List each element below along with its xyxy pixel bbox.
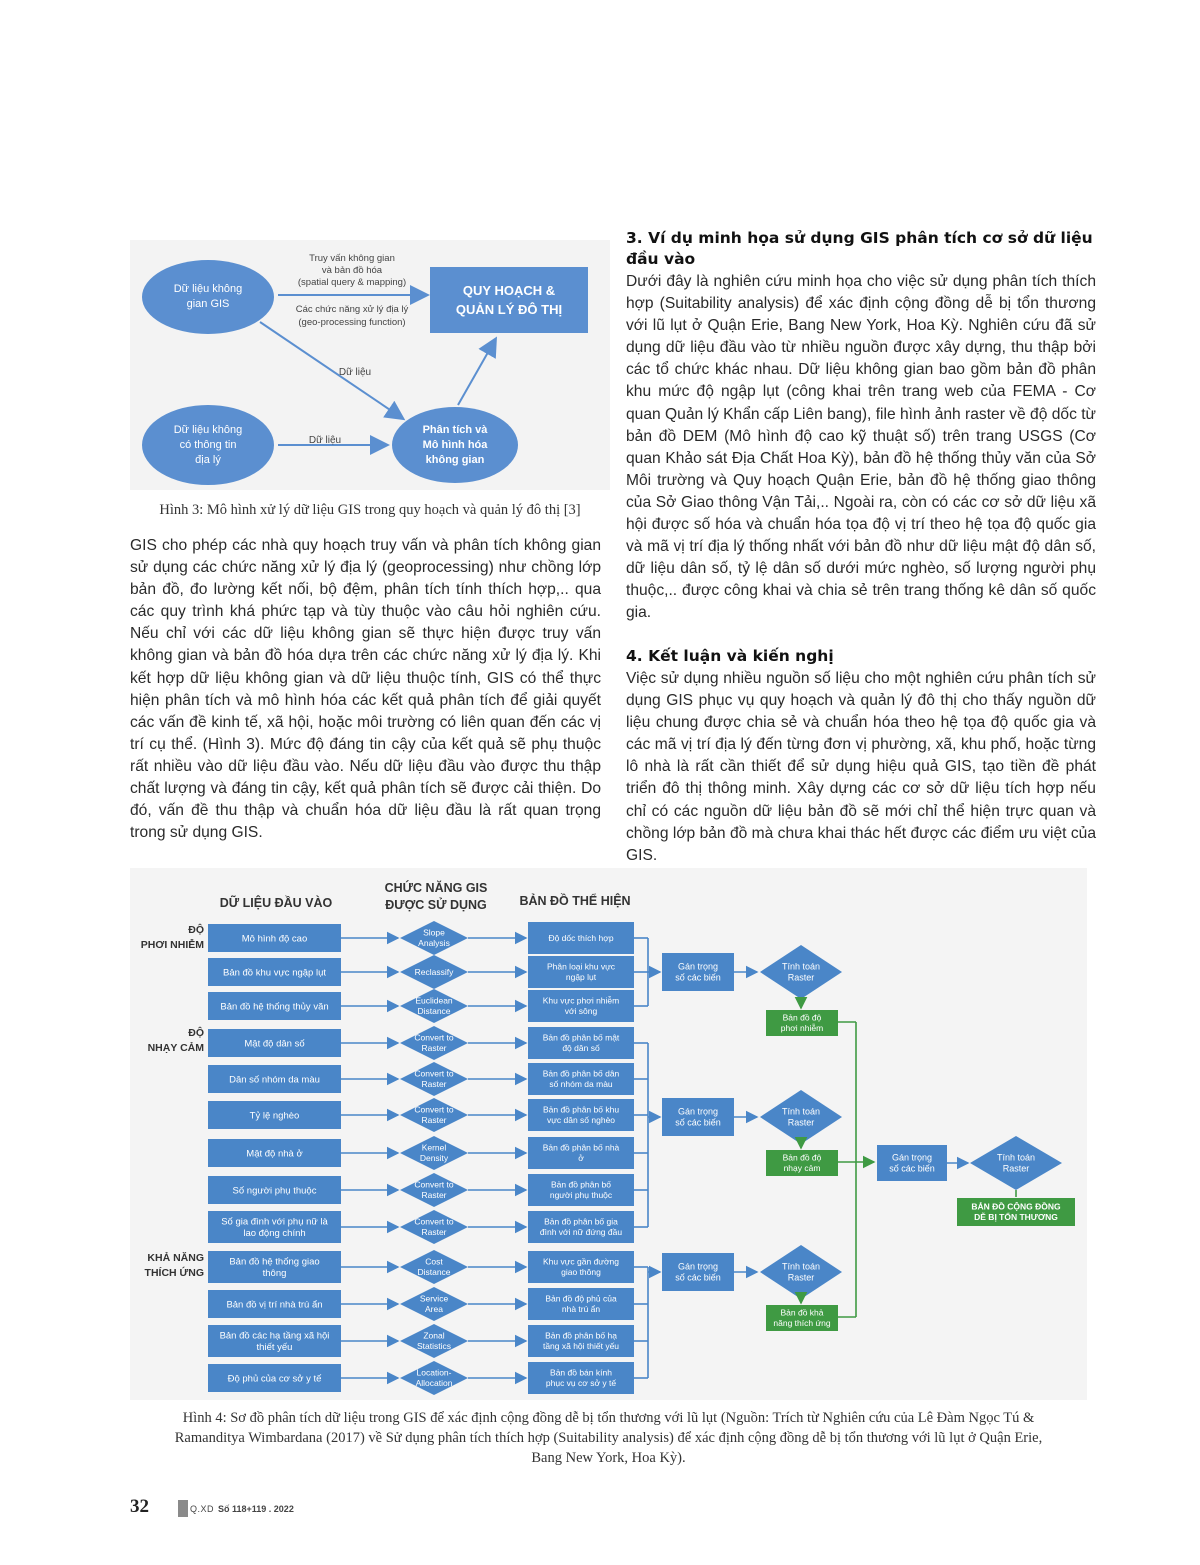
page-number: 32 (130, 1496, 149, 1517)
output-box-label-line1: Bản đồ độ phủ của (545, 1293, 617, 1304)
fig4-header-function-line2: ĐƯỢC SỬ DỤNG (385, 898, 487, 912)
function-label-line1: Convert to (414, 1032, 454, 1043)
fig3-label-top-5: (geo-processing function) (298, 317, 406, 328)
figure-4-caption (130, 1408, 1087, 1468)
figure-4-caption-line1: Hình 4: Sơ đồ phân tích dữ liệu trong GIS để xác định cộng đồng dễ bị tổn thương với lũ lụt (Nguồn: Trích từ Nghiên cứu của Lê Đàm Ngọc Tú & (182, 1410, 1035, 1426)
output-box-label-line2: phục vụ cơ sở y tế (545, 1378, 617, 1389)
journal-issue: Số 118+119 . 2022 (218, 1504, 294, 1514)
function-label-line2: Allocation (415, 1378, 453, 1389)
output-box-label-line1: Bản đồ bán kính (550, 1367, 612, 1378)
function-label-line1: Service (419, 1293, 449, 1304)
fig3-label-top-3: (spatial query & mapping) (297, 277, 407, 288)
raster-label-line2: Raster (787, 972, 815, 983)
output-box-label-line2: vực dân số nghèo (546, 1115, 616, 1126)
figure-4-caption-line3: Bang New York, Hoa Kỳ). (531, 1450, 686, 1466)
function-label-line1: Location- (416, 1367, 452, 1378)
result-label-line1: Bản đồ độ (782, 1012, 822, 1023)
fig3-node-analysis-line2: Mô hình hóa (422, 439, 488, 451)
function-label-line2: Density (419, 1153, 449, 1164)
function-label-line1: Cost (425, 1256, 443, 1267)
input-box-label-line1: Bản đồ vị trí nhà trú ẩn (226, 1299, 323, 1311)
function-label-line1: Kernel (421, 1142, 447, 1153)
function-label-line1: Convert to (414, 1216, 454, 1227)
input-box-label-line1: Tỷ lệ nghèo (249, 1110, 300, 1122)
section-4-text: Việc sử dụng nhiều nguồn số liệu cho một nghiên cứu phân tích sử dụng GIS phục vụ quy hoạch và quản lý đô thị cho thấy nguồn dữ liệu chung được chia sẻ và chuẩn hóa theo hệ tọa độ quốc gia và các mã vị trí địa lý đến từng đơn vị phường, xã, khu phố, hoặc từng lô nhà là rất cần thiết để sử dụng hiệu quả GIS, tạo tiền đề phát triển đô thị thông minh. Xây dựng các cơ sở dữ liệu tích hợp nếu chỉ có các nguồn dữ liệu bản đồ sẽ mới chỉ thể hiện trực quan và chồng lớp bản đồ mà chưa khai thác hết được các điểm ưu việt của GIS. (626, 670, 1096, 864)
weight-label-line1: Gán trọng (677, 1261, 719, 1272)
final-weight-label-line2: số các biến (889, 1163, 935, 1174)
weight-label-line1: Gán trọng (677, 961, 719, 972)
input-box-label-line1: Bản đồ hệ thống giao (229, 1256, 320, 1268)
output-box-label-line2: độ dân số (562, 1043, 600, 1054)
left-paragraph (130, 535, 601, 844)
left-paragraph-text: GIS cho phép các nhà quy hoạch truy vấn và phân tích không gian sử dụng các chức năng xử lý địa lý (geoprocessing) như chồng lớp bản đồ, đo lường kết nối, bộ đệm, phân tích tính thích hợp,.. qua các quy trình khá phức tạp và tùy thuộc vào câu hỏi nghiên cứu. Nếu chỉ với các dữ liệu không gian sẽ thực hiện được truy vấn không gian và bản đồ hóa dựa trên các chức năng xử lý địa lý. Khi kết hợp dữ liệu không gian và dữ liệu thuộc tính, GIS có thể thực hiện phân tích và mô hình hóa các kết quả phân tích để giải quyết các vấn đề kinh tế, xã hội, hoặc môi trường có liên quan đến các vị trí cụ thể. (Hình 3). Mức độ đáng tin cậy của kết quả sẽ phụ thuộc rất nhiều vào dữ liệu đầu vào. Nếu dữ liệu đầu vào được thu thập chất lượng và đáng tin cậy, kết quả phân tích sẽ được cải thiện. Do đó, vấn đề thu thập và chuẩn hóa dữ liệu đầu là rất quan trọng trong sử dụng GIS. (130, 537, 601, 842)
function-label-line1: Convert to (414, 1068, 454, 1079)
output-box-label-line2: người phụ thuộc (549, 1190, 613, 1201)
fig4-header-output: BẢN ĐỒ THỂ HIỆN (519, 894, 631, 908)
input-box-label-line2: thiết yếu (256, 1342, 293, 1354)
fig3-label-diag: Dữ liệu (338, 367, 372, 378)
final-raster-label-line2: Raster (1002, 1163, 1030, 1174)
input-box-label-line1: Mô hình độ cao (241, 933, 308, 945)
final-result-label-line2: DỄ BỊ TỔN THƯƠNG (974, 1212, 1058, 1223)
figure-3-diagram (130, 240, 610, 490)
figure-4-diagram (130, 868, 1087, 1400)
section-3-heading: 3. Ví dụ minh họa sử dụng GIS phân tích cơ sở dữ liệu đầu vào (626, 229, 1093, 268)
raster-label-line1: Tính toán (781, 1261, 821, 1272)
function-label-line1: Zonal (423, 1330, 445, 1341)
fig3-node-target-line2: QUẢN LÝ ĐÔ THỊ (455, 302, 563, 317)
weight-label-line2: số các biến (675, 1272, 721, 1283)
input-box-label-line1: Mật độ dân số (244, 1038, 305, 1050)
input-box-label-line1: Bản đồ hệ thống thủy văn (220, 1001, 329, 1013)
function-label-line1: Slope (423, 927, 445, 938)
weight-label-line2: số các biến (675, 1117, 721, 1128)
figure-4-caption-line2: Ramanditya Wimbardana (2017) về Sử dụng phân tích thích hợp (Suitability analysis) để xác định cộng đồng dễ bị tổn thương với lũ lụt ở Quận Erie, (174, 1430, 1043, 1446)
fig4-group-adaptive-line2: THÍCH ỨNG (144, 1267, 204, 1279)
output-box-label-line1: Phân loại khu vực (546, 961, 616, 972)
function-label-line1: Reclassify (414, 966, 454, 977)
raster-label-line1: Tính toán (781, 961, 821, 972)
section-3-text: Dưới đây là nghiên cứu minh họa cho việc sử dụng phân tích thích hợp (Suitability analysis) để xác định cộng đồng dễ bị tổn thương với lũ lụt ở Quận Erie, Bang New York, Hoa Kỳ. Nghiên cứu đã sử dụng dữ liệu đầu vào từ nhiều nguồn được xây dựng, thu thập bởi các tổ chức khác nhau. Dữ liệu không gian bao gồm bản đồ phân khu mức độ ngập lụt (công khai trên trang web của FEMA - Cơ quan Quản lý Khẩn cấp Liên bang), file hình ảnh raster về độ dốc từ bản đồ DEM (Mô hình độ cao kỹ thuật số) trên trang USGS (Cơ quan Khảo sát Địa Chất Hoa Kỳ), bản đồ hệ thống thủy văn của Sở Môi trường và Quy hoạch Quận Erie, bản đồ hệ thống giao thông của Sở Giao thông Vận Tải,.. Ngoài ra, còn có các cơ sở dữ liệu xã hội được số hóa và chuẩn hóa tọa độ vị trí theo hệ tọa độ quốc gia và mã vị trí địa lý thống nhất với bản đồ như dữ liệu mật độ dân số, dữ liệu dân số, tỷ lệ dân số dưới mức nghèo, số lượng người phụ thuộc,.. được công khai và chia sẻ trên trang thống kê dân số quốc gia. (626, 273, 1096, 622)
fig3-label-bottom: Dữ liệu (308, 435, 342, 446)
output-box-label-line1: Bản đồ phân bố dân (542, 1068, 620, 1079)
fig3-node-left-bottom-line1: Dữ liệu không (173, 424, 243, 436)
fig4-group-sensitivity-line2: NHẠY CẢM (147, 1042, 204, 1054)
function-label-line2: Analysis (418, 938, 450, 949)
fig4-header-function-line1: CHỨC NĂNG GIS (384, 881, 488, 895)
output-box-label-line2: với sông (564, 1006, 598, 1017)
final-weight-label-line1: Gán trọng (891, 1152, 933, 1163)
fig4-group-exposure-line2: PHƠI NHIỄM (140, 939, 204, 951)
node-spatial-data (142, 260, 274, 334)
section-4 (626, 646, 1096, 867)
function-label-line1: Convert to (414, 1104, 454, 1115)
input-box-label-line1: Số gia đình với phụ nữ là (221, 1216, 328, 1228)
output-box-label-line2: số nhóm da màu (549, 1079, 613, 1090)
output-box-label-line1: Khu vực phơi nhiễm (542, 995, 620, 1006)
weight-label-line2: số các biến (675, 972, 721, 983)
output-box-label-line1: Bản đồ phân bố hạ (545, 1330, 617, 1341)
fig3-node-analysis-line1: Phân tích và (422, 424, 488, 436)
function-label-line2: Statistics (416, 1341, 452, 1352)
fig3-node-left-top-line2: gian GIS (186, 298, 230, 310)
node-planning (430, 267, 588, 333)
fig3-node-target-line1: QUY HOẠCH & (462, 283, 556, 298)
fig3-node-analysis-line3: không gian (425, 454, 485, 466)
result-label-line2: năng thích ứng (773, 1318, 831, 1329)
journal-logo-bar (178, 1500, 188, 1517)
output-box-label-line2: ở (578, 1153, 584, 1164)
output-box-label-line1: Bản đồ phân bố gia (544, 1216, 618, 1227)
result-label-line2: phơi nhiễm (780, 1023, 824, 1034)
input-box-label-line1: Dân số nhóm da màu (229, 1074, 320, 1086)
journal-name: Q.XD (190, 1504, 215, 1514)
fig3-node-left-top-line1: Dữ liệu không (173, 283, 243, 295)
input-box-label-line1: Độ phủ của cơ sở y tế (227, 1373, 322, 1385)
function-label-line2: Raster (421, 1227, 447, 1238)
weight-label-line1: Gán trọng (677, 1106, 719, 1117)
input-box-label-line1: Bản đồ các hạ tầng xã hội (219, 1330, 330, 1342)
input-box-label-line1: Bản đồ khu vực ngập lụt (222, 967, 327, 979)
fig3-node-left-bottom-line2: có thông tin (179, 439, 237, 451)
input-box-label-line1: Số người phụ thuộc (232, 1185, 317, 1197)
function-label-line2: Raster (421, 1190, 447, 1201)
function-label-line1: Convert to (414, 1179, 454, 1190)
output-box-label-line2: tầng xã hội thiết yếu (542, 1341, 620, 1352)
function-label-line1: Euclidean (415, 995, 453, 1006)
function-label-line2: Distance (417, 1006, 451, 1017)
result-label-line1: Bản đồ khả (780, 1307, 824, 1318)
figure-3-caption: Hình 3: Mô hình xử lý dữ liệu GIS trong quy hoạch và quản lý đô thị [3] (159, 502, 581, 518)
final-result-label-line1: BẢN ĐỒ CỘNG ĐỒNG (971, 1201, 1061, 1212)
output-box-label-line2: đình với nữ đứng đầu (539, 1227, 623, 1238)
raster-label-line2: Raster (787, 1272, 815, 1283)
output-box-label-line1: Bản đồ phân bố (550, 1179, 612, 1190)
result-label-line1: Bản đồ độ (782, 1152, 822, 1163)
output-box-label-line2: ngập lụt (565, 972, 597, 983)
output-box-label-line1: Bản đồ phân bố nhà (542, 1142, 620, 1153)
output-box-label-line1: Độ dốc thích hợp (548, 932, 614, 943)
function-label-line2: Raster (421, 1115, 447, 1126)
input-box-label-line2: thông (262, 1268, 287, 1280)
fig3-label-top-4: Các chức năng xử lý địa lý (295, 304, 409, 315)
fig4-group-sensitivity-line1: ĐỘ (188, 1027, 204, 1039)
fig4-group-adaptive-line1: KHẢ NĂNG (147, 1252, 204, 1264)
fig4-group-exposure-line1: ĐỘ (188, 924, 204, 936)
raster-label-line2: Raster (787, 1117, 815, 1128)
function-label-line2: Area (425, 1304, 443, 1315)
final-raster-label-line1: Tính toán (996, 1152, 1036, 1163)
input-box-label-line2: lao động chính (243, 1228, 306, 1240)
result-label-line2: nhạy cảm (783, 1163, 821, 1174)
output-box-label-line2: nhà trú ẩn (561, 1304, 601, 1315)
input-box-label-line1: Mật độ nhà ở (246, 1148, 303, 1160)
raster-label-line1: Tính toán (781, 1106, 821, 1117)
output-box-label-line1: Bản đồ phân bố khu (542, 1104, 620, 1115)
function-label-line2: Distance (417, 1267, 451, 1278)
section-4-heading: 4. Kết luận và kiến nghị (626, 647, 834, 665)
fig3-label-top-2: và bản đồ hóa (321, 265, 383, 276)
function-label-line2: Raster (421, 1079, 447, 1090)
output-box-label-line1: Khu vực gần đường (542, 1256, 620, 1267)
output-box-label-line2: giao thông (561, 1267, 601, 1278)
fig3-node-left-bottom-line3: địa lý (195, 454, 221, 466)
section-3 (626, 228, 1096, 625)
function-label-line2: Raster (421, 1043, 447, 1054)
fig4-header-input: DỮ LIỆU ĐẦU VÀO (219, 896, 333, 910)
fig3-label-top-1: Truy vấn không gian (309, 253, 395, 264)
output-box-label-line1: Bản đồ phân bố mật (542, 1032, 620, 1043)
